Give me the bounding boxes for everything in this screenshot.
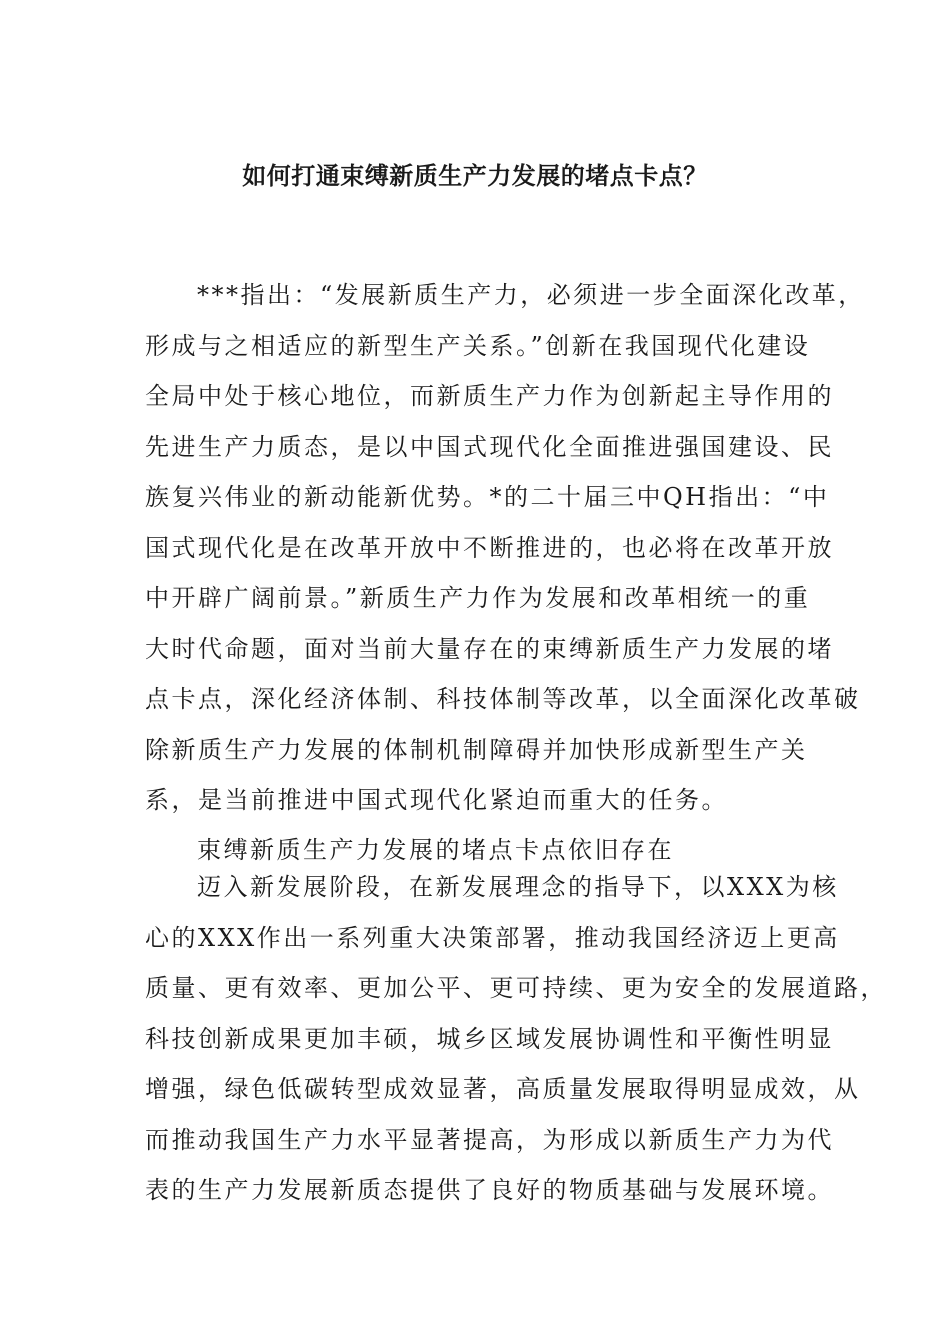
text-line: ***指出：“发展新质生产力，必须进一步全面深化改革，	[197, 281, 865, 309]
text-line: 中开辟广阔前景。”新质生产力作为发展和改革相统一的重	[145, 584, 811, 612]
text-line: 全局中处于核心地位，而新质生产力作为创新起主导作用的	[145, 382, 834, 410]
text-line: 表的生产力发展新质态提供了良好的物质基础与发展环境。	[145, 1176, 834, 1204]
text-line: 国式现代化是在改革开放中不断推进的，也必将在改革开放	[145, 533, 834, 562]
text-line: 族复兴伟业的新动能新优势。*的二十届三中QH指出：“中	[145, 483, 830, 511]
paragraph-intro	[145, 270, 865, 826]
text-line: 系，是当前推进中国式现代化紧迫而重大的任务。	[145, 786, 728, 814]
text-line: 而推动我国生产力水平显著提高，为形成以新质生产力为代	[145, 1125, 834, 1154]
text-line: 增强，绿色低碳转型成效显著，高质量发展取得明显成效，从	[145, 1075, 861, 1103]
text-line: 心的XXX作出一系列重大决策部署，推动我国经济迈上更高	[145, 923, 840, 952]
text-line: 除新质生产力发展的体制机制障碍并加快形成新型生产关	[145, 735, 808, 764]
text-line: 迈入新发展阶段，在新发展理念的指导下，以XXX为核	[197, 873, 839, 901]
section-heading-text: 束缚新质生产力发展的堵点卡点依旧存在	[197, 836, 674, 864]
text-line: 质量、更有效率、更加公平、更可持续、更为安全的发展道路，	[145, 974, 887, 1002]
document-title: 如何打通束缚新质生产力发展的堵点卡点？	[242, 161, 708, 190]
paragraph-section-body	[145, 862, 887, 1216]
text-line: 科技创新成果更加丰硕，城乡区域发展协调性和平衡性明显	[145, 1024, 834, 1053]
text-line: 形成与之相适应的新型生产关系。”创新在我国现代化建设	[145, 331, 811, 360]
text-line: 先进生产力质态，是以中国式现代化全面推进强国建设、民	[145, 432, 834, 461]
text-line: 点卡点，深化经济体制、科技体制等改革，以全面深化改革破	[145, 685, 861, 713]
text-line: 大时代命题，面对当前大量存在的束缚新质生产力发展的堵	[145, 634, 834, 663]
